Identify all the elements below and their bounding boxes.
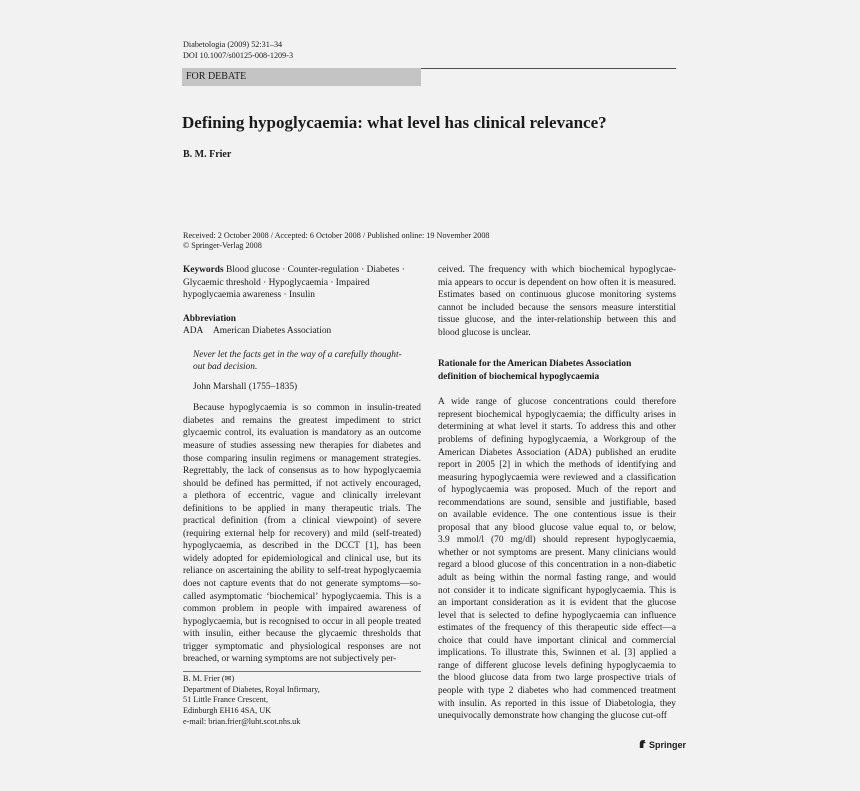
keywords-block [183,264,421,302]
section-label: FOR DEBATE [186,71,247,82]
article-title: Defining hypoglycaemia: what level has clinical relevance? [182,113,607,132]
left-body-line: does not capture events that do not generate symptoms—so- [183,579,421,590]
right-intro-line: tissue glucose, and the inter-relationship between this and [438,315,676,326]
right-body-line: regard a blood glucose of this concentration in a non-diabetic [438,560,676,571]
left-body-line: hypoglycaemia, as described in the DCCT [1], has been [183,541,421,552]
left-body-line: widely adopted for epidemiological and clinical use, but its [183,553,421,564]
right-intro-paragraph [438,264,676,339]
springer-logo [638,739,686,750]
author-affiliation [183,674,421,728]
left-body-line: practical definition (from a clinical viewpoint) of severe [183,516,421,527]
keywords-line-2: Glycaemic threshold · Hypoglycaemia · Impaired [183,277,370,288]
left-body-paragraph [183,402,421,665]
left-body-line: those comparing insulin regimens or management strategies. [183,453,421,464]
right-body-paragraph [438,396,676,722]
left-body-line: glycaemic control, its evaluation is mandatory as an outcome [183,428,421,439]
right-body-line: estimates of the frequency of this therapeutic side effect—a [438,623,676,634]
section-banner [182,68,421,86]
doi-line: DOI 10.1007/s00125-008-1209-3 [183,51,294,60]
right-body-line: not consider it to indicate significant hypoglycaemia. This is [438,585,676,596]
right-body-line: the blood glucose data from two large prospective trials of [438,673,676,684]
left-body-line: called asymptomatic ‘biochemical’ hypoglycaemia. This is a [183,591,421,602]
footnote-rule [183,671,421,672]
epigraph-attribution: John Marshall (1755–1835) [193,381,298,392]
section-heading [438,358,676,383]
left-column [183,264,421,666]
right-body-line: represent biochemical hypoglycaemia; the difficulty arises in [438,409,676,420]
left-body-line: common problem in people with impaired awareness of [183,604,421,615]
left-body-line: should be defined has permitted, if not actively encouraged, [183,478,421,489]
right-body-line: of hypoglycaemia was proposed. Much of the report and [438,485,676,496]
right-body-line: 3.9 mmol/l (70 mg/dl) should represent hypoglycaemia, [438,535,676,546]
abbreviation-meaning: American Diabetes Association [213,326,332,337]
footnote-street: 51 Little France Crescent, [183,695,269,705]
keywords-line-3: hypoglycaemia awareness · Insulin [183,290,315,301]
right-body-line: unequivocally demonstrate how changing the glucose cut-off [438,711,667,722]
left-body-line: diabetes and remains the greatest impediment to strict [183,415,421,426]
copyright-line: © Springer-Verlag 2008 [183,241,262,250]
footnote-dept: Department of Diabetes, Royal Infirmary, [183,684,320,694]
right-intro-line: blood glucose is unclear. [438,327,531,338]
epigraph [193,349,421,394]
footnote-city: Edinburgh EH16 4SA, UK [183,706,272,716]
right-body-line: people with type 2 diabetes who had commenced treatment [438,685,676,696]
left-body-line: Because hypoglycaemia is so common in insulin-treated [193,403,421,414]
right-body-line: range of different glucose levels defining hypoglycaemia to [438,660,676,671]
right-body-line: with insulin. As reported in this issue of Diabetologia, they [438,698,676,709]
section-heading-line-2: definition of biochemical hypoglycaemia [438,371,600,382]
journal-citation: Diabetologia (2009) 52:31–34 [183,40,283,49]
left-body-line: reliance on ascertaining the ability to self-treat hypoglycaemia [183,566,421,577]
right-body-line: implications. To illustrate this, Swinnen et al. [3] applied a [438,648,676,659]
header-rule [421,68,676,69]
right-intro-line: Estimates based on continuous glucose monitoring systems [438,290,676,301]
keywords-line-1: Blood glucose · Counter-regulation · Diabetes · [225,265,405,275]
right-body-line: adult as being within the normal fasting range, and would [438,573,676,584]
right-intro-line: cannot be included because the sensors measure interstitial [438,302,676,313]
left-body-line: breached, or warning symptoms are not subjectively per- [183,654,397,665]
right-body-line: on available evidence. The one contentious issue is their [438,510,676,521]
right-intro-line: ceived. The frequency with which biochemical hypoglycae- [438,265,676,275]
right-body-line: measuring hypoglycaemia were reviewed and a classification [438,472,676,483]
right-body-line: an important consideration as it is evident that the glucose [438,598,676,609]
left-body-line: definitions to be applied in many therapeutic trials. The [183,503,421,514]
right-body-line: problems of defining hypoglycaemia, a Workgroup of the [438,435,676,446]
right-body-line: American Diabetes Association (ADA) published an erudite [438,447,676,458]
right-column [438,264,676,723]
right-body-line: report in 2005 [2] in which the methods of identifying and [438,460,676,471]
section-heading-line-1: Rationale for the American Diabetes Association [438,359,632,370]
left-body-line: a plethora of eccentric, vague and clinically irrelevant [183,491,421,502]
right-body-line: level that is selected to define hypoglycaemia can influence [438,610,676,621]
left-body-line: Regrettably, the lack of consensus as to how hypoglycaemia [183,466,421,477]
left-body-line: measure of studies assessing new therapies for diabetes and [183,441,421,452]
publication-dates: Received: 2 October 2008 / Accepted: 6 October 2008 / Published online: 19 November 2008 [183,231,490,240]
right-body-line: determining at what level it starts. To address this and other [438,422,676,433]
keywords-label: Keywords [183,265,224,275]
footnote-email[interactable]: e-mail: brian.frier@luht.scot.nhs.uk [183,716,301,726]
abbreviation-heading: Abbreviation [183,313,236,324]
author-name: B. M. Frier [183,149,232,160]
footnote-name: B. M. Frier (✉) [183,674,235,683]
right-body-line: recommendations are sound, sensible and justifiable, based [438,497,676,508]
springer-horse-icon [638,739,647,749]
epigraph-line-1: Never let the facts get in the way of a carefully thought- [193,349,402,360]
left-body-line: hypoglycaemia, but is recognised to occur in all people treated [183,616,421,627]
right-body-line: whether or not symptoms are present. Many clinicians would [438,547,676,558]
publisher-name: Springer [649,740,687,750]
right-body-line: choice that could have important clinical and commercial [438,635,676,646]
left-body-line: (requiring external help for recovery) and mild (self-treated) [183,528,421,539]
abbreviation-row [183,325,421,338]
right-intro-line: mia appears to occur is dependent on how often it is measured. [438,277,676,288]
right-body-line: proposal that any blood glucose value equal to, or below, [438,522,676,533]
abbreviation-code: ADA [183,326,204,337]
epigraph-line-2: out bad decision. [193,362,258,373]
right-body-line: A wide range of glucose concentrations could therefore [438,397,676,408]
left-body-line: with insulin, either because the glycaemic thresholds that [183,629,421,640]
left-body-line: trigger symptomatic and physiological responses are not [183,641,421,652]
